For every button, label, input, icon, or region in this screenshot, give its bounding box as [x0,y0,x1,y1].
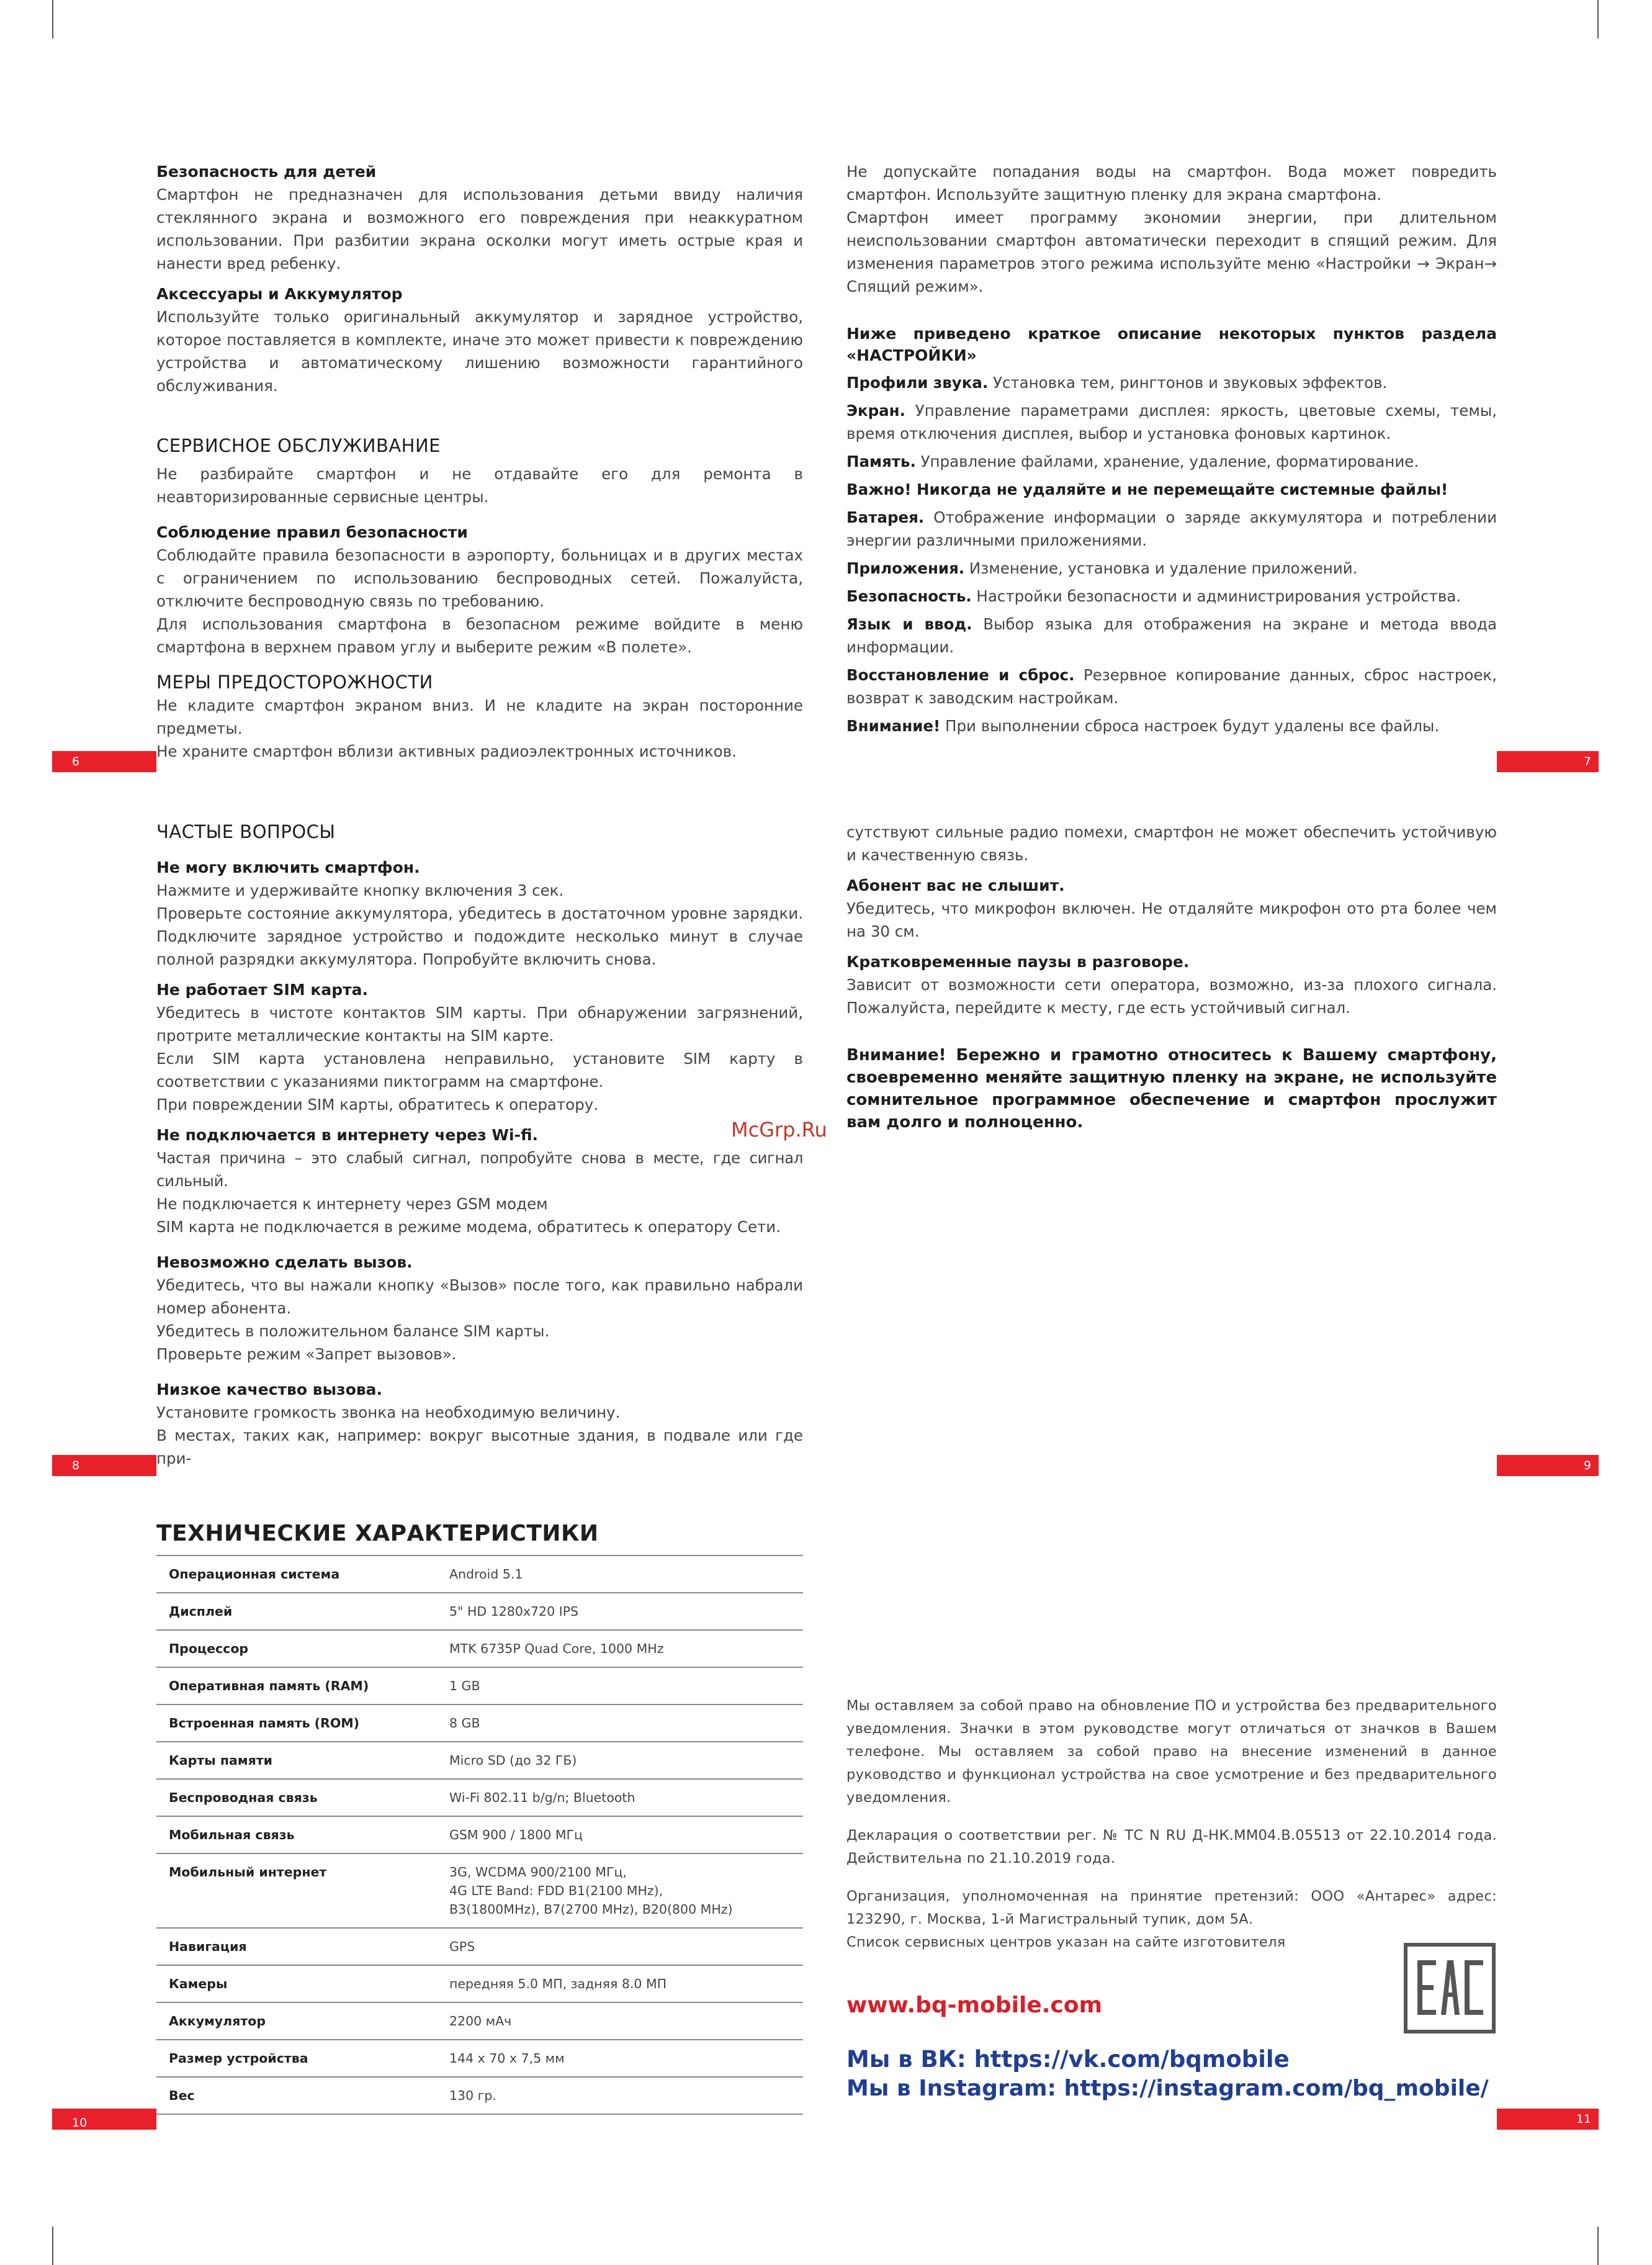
precautions-title: МЕРЫ ПРЕДОСТОРОЖНОСТИ [156,672,433,693]
faq-answer: Зависит от возможности сети оператора, возможно, из-за плохого сигнала. Пожалуйста, перейдите к месту, где есть устойчивый сигнал. [846,976,1497,1017]
page-number: 9 [1583,1459,1591,1472]
spec-row [156,1704,803,1742]
faq-answer: При повреждении SIM карты, обратитесь к оператору. [156,1096,598,1114]
setting-value: Отображение информации о заряде аккумулятора и потреблении энергии различными приложениями. [846,508,1497,549]
care-warning: Внимание! Бережно и грамотно относитесь к Вашему смартфону, своевременно меняйте защитную пленку на экране, не используйте сомнительное программное обеспечение и смартфон прослужит вам долго и полноценно. [846,1046,1497,1132]
precautions-text-2: Не храните смартфон вблизи активных радиоэлектронных источников. [156,742,737,760]
spec-value: Wi-Fi 802.11 b/g/n; Bluetooth [447,1779,803,1816]
crop-mark [52,0,53,38]
watermark: McGrp.Ru [731,1118,827,1142]
setting-key: Внимание! [846,717,941,735]
setting-key: Профили звука. [846,374,989,392]
setting-value: Резервное копирование данных, сброс настроек, возврат к заводским настройкам. [846,666,1497,707]
spec-label: Размер устройства [156,2040,447,2077]
spec-row [156,2077,803,2114]
setting-key: Приложения. [846,559,965,577]
page-6-column [156,160,803,763]
setting-key: Восстановление и сброс. [846,666,1075,684]
setting-value: Выбор языка для отображения на экране и метода ввода информации. [846,615,1497,656]
vk-link[interactable]: Мы в ВК: https://vk.com/bqmobile [846,2046,1290,2073]
spec-row [156,1816,803,1853]
page-number-bar [52,2109,156,2130]
setting-security [846,585,1497,608]
spec-value: Micro SD (до 32 ГБ) [447,1742,803,1779]
faq-answer: Не подключается к интернету через GSM модем [156,1195,548,1213]
spec-row [156,2002,803,2040]
spec-value: MTK 6735P Quad Core, 1000 MHz [447,1630,803,1667]
faq-answer: SIM карта не подключается в режиме модема, обратитесь к оператору Сети. [156,1218,781,1236]
page-number: 11 [1576,2112,1591,2126]
page-number-bar [52,751,156,772]
spec-label: Оперативная память (RAM) [156,1667,447,1704]
setting-memory [846,450,1497,473]
setting-sound [846,371,1497,394]
spec-row [156,1667,803,1704]
spec-label: Аккумулятор [156,2002,447,2040]
faq-answer: Установите громкость звонка на необходимую величину. [156,1403,621,1421]
spec-label: Навигация [156,1928,447,1965]
spec-value: 5" HD 1280x720 IPS [447,1593,803,1630]
spec-row [156,1928,803,1965]
setting-value: Настройки безопасности и администрирования устройства. [976,587,1461,605]
safety-rules-title: Соблюдение правил безопасности [156,523,468,541]
setting-battery [846,506,1497,552]
faq-answer: Убедитесь, что вы нажали кнопку «Вызов» после того, как правильно набрали номер абонента. [156,1276,803,1317]
service-centers-text: Список сервисных центров указан на сайте изготовителя [846,1934,1286,1950]
setting-value: При выполнении сброса настроек будут удалены все файлы. [945,717,1440,735]
spec-row [156,2040,803,2077]
spec-row [156,1965,803,2002]
sleep-mode-text: Смартфон имеет программу экономии энергии, при длительном неиспользовании смартфон автоматически переходит в спящий режим. Для изменения параметров этого режима используйте меню «Настройки → Экран→ Спящий режим». [846,209,1497,295]
safety-rules-text-1: Соблюдайте правила безопасности в аэропорту, больницах и в других местах с ограничением по использованию беспроводных сетей. Пожалуйста, отключите беспроводную связь по требованию. [156,546,803,610]
setting-key: Батарея. [846,508,925,526]
reset-warning [846,714,1497,737]
faq-question: Кратковременные паузы в разговоре. [846,953,1190,971]
eac-mark-icon [1404,1943,1496,2033]
spec-label: Дисплей [156,1593,447,1630]
water-warning-text: Не допускайте попадания воды на смартфон. Вода может повредить смартфон. Используйте защитную пленку для экрана смартфона. [846,163,1497,204]
setting-key: Экран. [846,402,905,420]
page-number: 8 [72,1459,80,1472]
spec-label: Камеры [156,1965,447,2002]
faq-answer: Проверьте режим «Запрет вызовов». [156,1345,457,1363]
spec-row [156,1630,803,1667]
accessories-title: Аксессуары и Аккумулятор [156,285,403,303]
website-link[interactable]: www.bq-mobile.com [846,1993,1102,2018]
setting-key: Язык и ввод. [846,615,972,633]
important-note: Важно! Никогда не удаляйте и не перемещайте системные файлы! [846,480,1448,498]
faq-answer: Если SIM карта установлена неправильно, установите SIM карту в соответствии с указаниями пиктограмм на смартфоне. [156,1050,803,1091]
safety-rules-text-2: Для использования смартфона в безопасном режиме войдите в меню смартфона в верхнем правом углу и выберите режим «В полете». [156,615,803,656]
page-number-bar [1497,2109,1599,2130]
faq-answer: Нажмите и удерживайте кнопку включения 3 сек. [156,881,564,899]
page-number-bar [1497,751,1599,772]
page-number-bar [1497,1455,1599,1476]
spec-value: передняя 5.0 МП, задняя 8.0 МП [447,1965,803,2002]
page-8-column [156,821,803,1470]
crop-mark [52,2227,53,2265]
faq-question: Не работает SIM карта. [156,981,368,999]
page-7-column [846,160,1497,737]
specs-table [156,1555,803,2115]
spec-row [156,1853,803,1928]
spec-row [156,1556,803,1593]
spec-value: 144 x 70 x 7,5 мм [447,2040,803,2077]
faq-answer: Частая причина – это слабый сигнал, попробуйте снова в месте, где сигнал сильный. [156,1149,803,1190]
spec-label: Мобильная связь [156,1816,447,1853]
spec-value: GSM 900 / 1800 МГц [447,1816,803,1853]
setting-value: Установка тем, рингтонов и звуковых эффектов. [992,374,1388,392]
spec-label: Мобильный интернет [156,1853,447,1928]
spec-value: GPS [447,1928,803,1965]
faq-question: Низкое качество вызова. [156,1380,383,1398]
faq-answer: Убедитесь в положительном балансе SIM карты. [156,1322,550,1340]
spec-value: 8 GB [447,1704,803,1742]
faq-question: Абонент вас не слышит. [846,876,1065,894]
crop-mark [1597,0,1599,38]
spec-value: Android 5.1 [447,1556,803,1593]
spec-value: 130 гр. [447,2077,803,2114]
spec-row [156,1742,803,1779]
children-safety-title: Безопасность для детей [156,163,377,181]
spec-row [156,1593,803,1630]
spec-label: Операционная система [156,1556,447,1593]
legal-info [846,1695,1497,1954]
setting-screen [846,399,1497,445]
page-number: 7 [1583,755,1591,768]
setting-apps [846,557,1497,580]
service-text: Не разбирайте смартфон и не отдавайте его для ремонта в неавторизированные сервисные центры. [156,465,803,506]
children-safety-text: Смартфон не предназначен для использования детьми ввиду наличия стеклянного экрана и возможного его повреждения при неаккуратном использовании. При разбитии экрана осколки могут иметь острые края и нанести вред ребенку. [156,186,803,272]
spec-value: 3G, WCDMA 900/2100 МГц, 4G LTE Band: FDD B1(2100 MHz), B3(1800MHz), B7(2700 MHz), B20(800 MHz) [447,1853,803,1928]
spec-value: 1 GB [447,1667,803,1704]
faq-question: Не могу включить смартфон. [156,858,420,876]
faq-answer: Проверьте состояние аккумулятора, убедитесь в достаточном уровне зарядки. Подключите зарядное устройство и подождите несколько минут в случае полной разрядки аккумулятора. Попробуйте включить снова. [156,904,803,968]
page-number: 6 [72,755,80,768]
spec-label: Вес [156,2077,447,2114]
setting-language [846,613,1497,659]
setting-value: Изменение, установка и удаление приложений. [969,559,1358,577]
page-number-bar [52,1455,156,1476]
settings-section-title: Ниже приведено краткое описание некоторых пунктов раздела «НАСТРОЙКИ» [846,325,1497,364]
faq-answer-continued: сутствуют сильные радио помехи, смартфон не может обеспечить устойчивую и качественную связь. [846,823,1497,864]
faq-answer: Убедитесь в чистоте контактов SIM карты. При обнаружении загрязнений, протрите металлические контакты на SIM карте. [156,1004,803,1045]
setting-key: Безопасность. [846,587,972,605]
faq-question: Не подключается в интернету через Wi-fi. [156,1126,538,1144]
setting-reset [846,664,1497,709]
service-title: СЕРВИСНОЕ ОБСЛУЖИВАНИЕ [156,435,441,456]
spec-label: Беспроводная связь [156,1779,447,1816]
faq-title: ЧАСТЫЕ ВОПРОСЫ [156,821,336,842]
setting-key: Память. [846,453,916,471]
declaration-text: Декларация о соответствии рег. № ТС N RU Д-НК.ММ04.В.05513 от 22.10.2014 года. Действительна по 21.10.2019 года. [846,1827,1497,1866]
precautions-text-1: Не кладите смартфон экраном вниз. И не кладите на экран посторонние предметы. [156,696,803,737]
rights-text: Мы оставляем за собой право на обновление ПО и устройства без предварительного уведомления. Значки в этом руководстве могут отличаться от значков в Вашем телефоне. Мы оставляем за собой право на внесение изменений в данное руководство и функционал устройства на свое усмотрение и без предварительного уведомления. [846,1698,1497,1806]
spec-row [156,1779,803,1816]
organization-text: Организация, уполномоченная на принятие претензий: ООО «Антарес» адрес: 123290, г. Москва, 1-й Магистральный тупик, дом 5А. [846,1888,1497,1927]
faq-question: Невозможно сделать вызов. [156,1253,413,1271]
crop-mark [1597,2227,1599,2265]
setting-value: Управление параметрами дисплея: яркость, цветовые схемы, темы, время отключения дисплея, выбор и установка фоновых картинок. [846,402,1497,443]
spec-label: Встроенная память (ROM) [156,1704,447,1742]
page-number: 10 [72,2116,88,2130]
setting-value: Управление файлами, хранение, удаление, форматирование. [920,453,1419,471]
spec-value: 2200 мАч [447,2002,803,2040]
instagram-link[interactable]: Мы в Instagram: https://instagram.com/bq_mobile/ [846,2076,1489,2101]
faq-answer: В местах, таких как, например: вокруг высотные здания, в подвале или где при- [156,1426,803,1467]
accessories-text: Используйте только оригинальный аккумулятор и зарядное устройство, которое поставляется в комплекте, иначе это может привести к повреждению устройства и автоматическому лишению возможности гарантийного обслуживания. [156,308,803,395]
page-9-column [846,821,1497,1133]
spec-label: Карты памяти [156,1742,447,1779]
specs-title: ТЕХНИЧЕСКИЕ ХАРАКТЕРИСТИКИ [156,1521,599,1546]
faq-answer: Убедитесь, что микрофон включен. Не отдаляйте микрофон ото рта более чем на 30 см. [846,899,1497,940]
spec-label: Процессор [156,1630,447,1667]
